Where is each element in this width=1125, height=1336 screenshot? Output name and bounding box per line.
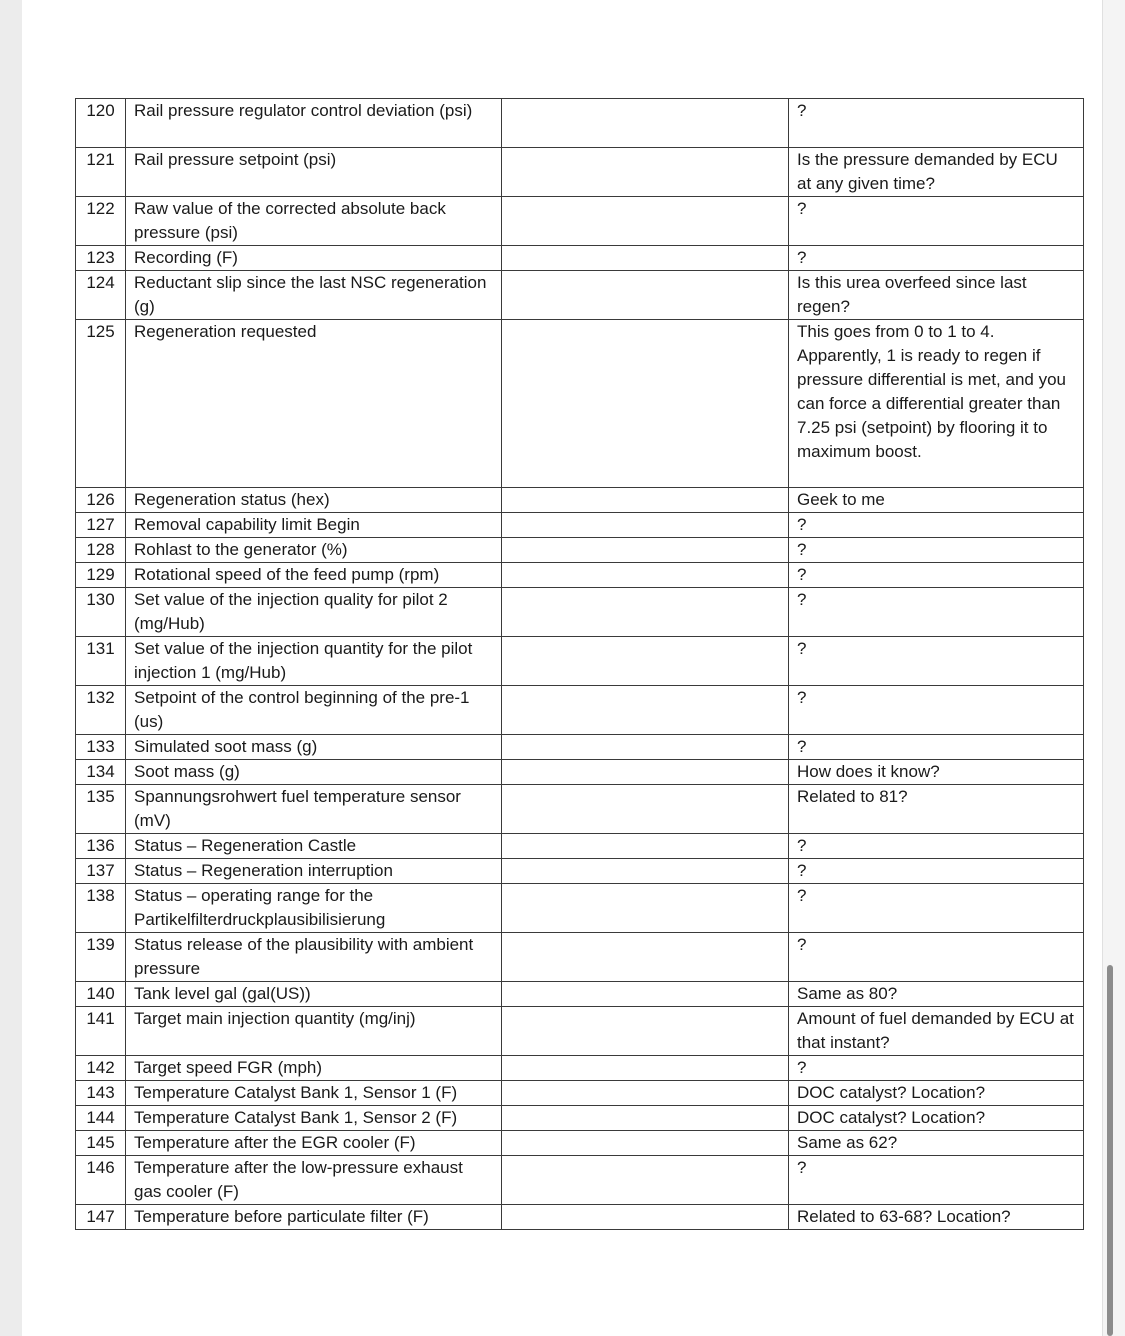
value-cell (502, 760, 789, 785)
table-row (76, 99, 1084, 148)
note-cell: How does it know? (789, 760, 1084, 785)
value-cell (502, 834, 789, 859)
note-cell: Same as 62? (789, 1131, 1084, 1156)
row-number: 128 (76, 538, 126, 563)
table-row (76, 1007, 1084, 1056)
parameter-name: Tank level gal (gal(US)) (126, 982, 502, 1007)
note-cell: ? (789, 859, 1084, 884)
row-number: 140 (76, 982, 126, 1007)
row-number: 132 (76, 686, 126, 735)
row-number: 121 (76, 148, 126, 197)
table-row (76, 1156, 1084, 1205)
table-row (76, 884, 1084, 933)
parameter-name: Recording (F) (126, 246, 502, 271)
table-row (76, 760, 1084, 785)
table-row (76, 488, 1084, 513)
row-number: 130 (76, 588, 126, 637)
value-cell (502, 1131, 789, 1156)
value-cell (502, 320, 789, 488)
table-row (76, 1081, 1084, 1106)
parameter-name: Temperature Catalyst Bank 1, Sensor 2 (F) (126, 1106, 502, 1131)
parameter-name: Setpoint of the control beginning of the pre-1 (us) (126, 686, 502, 735)
table-row (76, 637, 1084, 686)
value-cell (502, 99, 789, 148)
parameter-name: Temperature after the low-pressure exhaust gas cooler (F) (126, 1156, 502, 1205)
table-row (76, 982, 1084, 1007)
row-number: 131 (76, 637, 126, 686)
parameter-name: Rail pressure setpoint (psi) (126, 148, 502, 197)
note-cell: Amount of fuel demanded by ECU at that instant? (789, 1007, 1084, 1056)
row-number: 141 (76, 1007, 126, 1056)
parameter-name: Set value of the injection quantity for the pilot injection 1 (mg/Hub) (126, 637, 502, 686)
table-row (76, 735, 1084, 760)
note-cell: DOC catalyst? Location? (789, 1081, 1084, 1106)
value-cell (502, 982, 789, 1007)
note-cell: ? (789, 538, 1084, 563)
parameter-name: Regeneration requested (126, 320, 502, 488)
row-number: 144 (76, 1106, 126, 1131)
row-number: 134 (76, 760, 126, 785)
note-cell: Is the pressure demanded by ECU at any given time? (789, 148, 1084, 197)
note-cell: Same as 80? (789, 982, 1084, 1007)
note-cell: ? (789, 1156, 1084, 1205)
parameter-name: Status release of the plausibility with ambient pressure (126, 933, 502, 982)
parameter-name: Spannungsrohwert fuel temperature sensor (mV) (126, 785, 502, 834)
table-row (76, 686, 1084, 735)
table-row (76, 588, 1084, 637)
row-number: 138 (76, 884, 126, 933)
table-row (76, 246, 1084, 271)
value-cell (502, 488, 789, 513)
row-number: 136 (76, 834, 126, 859)
row-number: 126 (76, 488, 126, 513)
table-row (76, 1205, 1084, 1230)
value-cell (502, 563, 789, 588)
row-number: 133 (76, 735, 126, 760)
parameter-table (75, 98, 1084, 1230)
value-cell (502, 785, 789, 834)
parameter-name: Target main injection quantity (mg/inj) (126, 1007, 502, 1056)
note-cell: ? (789, 513, 1084, 538)
parameter-name: Simulated soot mass (g) (126, 735, 502, 760)
value-cell (502, 197, 789, 246)
value-cell (502, 686, 789, 735)
row-number: 137 (76, 859, 126, 884)
parameter-name: Temperature after the EGR cooler (F) (126, 1131, 502, 1156)
row-number: 120 (76, 99, 126, 148)
table-row (76, 320, 1084, 488)
vertical-scrollbar[interactable] (1107, 965, 1113, 1336)
value-cell (502, 1156, 789, 1205)
note-cell: ? (789, 99, 1084, 148)
row-number: 123 (76, 246, 126, 271)
value-cell (502, 513, 789, 538)
note-cell: ? (789, 197, 1084, 246)
row-number: 147 (76, 1205, 126, 1230)
parameter-name: Set value of the injection quality for pilot 2 (mg/Hub) (126, 588, 502, 637)
value-cell (502, 884, 789, 933)
note-cell: This goes from 0 to 1 to 4. Apparently, 1 is ready to regen if pressure differential is met, and you can force a differential greater than 7.25 psi (setpoint) by flooring it to maximum boost. (789, 320, 1084, 488)
table-row (76, 197, 1084, 246)
table-row (76, 148, 1084, 197)
parameter-name: Rotational speed of the feed pump (rpm) (126, 563, 502, 588)
note-cell: Related to 81? (789, 785, 1084, 834)
value-cell (502, 735, 789, 760)
row-number: 125 (76, 320, 126, 488)
parameter-name: Status – operating range for the Partikelfilterdruckplausibilisierung (126, 884, 502, 933)
row-number: 135 (76, 785, 126, 834)
note-cell: ? (789, 933, 1084, 982)
note-cell: ? (789, 588, 1084, 637)
note-cell: ? (789, 686, 1084, 735)
value-cell (502, 1205, 789, 1230)
row-number: 146 (76, 1156, 126, 1205)
parameter-name: Status – Regeneration Castle (126, 834, 502, 859)
value-cell (502, 859, 789, 884)
value-cell (502, 933, 789, 982)
parameter-name: Temperature Catalyst Bank 1, Sensor 1 (F) (126, 1081, 502, 1106)
note-cell: ? (789, 563, 1084, 588)
note-cell: Geek to me (789, 488, 1084, 513)
note-cell: ? (789, 246, 1084, 271)
parameter-name: Soot mass (g) (126, 760, 502, 785)
table-row (76, 859, 1084, 884)
table-row (76, 1131, 1084, 1156)
parameter-name: Rail pressure regulator control deviation (psi) (126, 99, 502, 148)
row-number: 129 (76, 563, 126, 588)
table-row (76, 933, 1084, 982)
value-cell (502, 588, 789, 637)
row-number: 143 (76, 1081, 126, 1106)
value-cell (502, 538, 789, 563)
table-row (76, 538, 1084, 563)
note-cell: Related to 63-68? Location? (789, 1205, 1084, 1230)
value-cell (502, 1106, 789, 1131)
table-row (76, 271, 1084, 320)
parameter-name: Temperature before particulate filter (F) (126, 1205, 502, 1230)
value-cell (502, 148, 789, 197)
table-row (76, 1056, 1084, 1081)
value-cell (502, 1056, 789, 1081)
table-row (76, 1106, 1084, 1131)
parameter-name: Regeneration status (hex) (126, 488, 502, 513)
parameter-name: Rohlast to the generator (%) (126, 538, 502, 563)
row-number: 127 (76, 513, 126, 538)
note-cell: DOC catalyst? Location? (789, 1106, 1084, 1131)
value-cell (502, 637, 789, 686)
note-cell: ? (789, 1056, 1084, 1081)
note-cell: ? (789, 637, 1084, 686)
parameter-name: Removal capability limit Begin (126, 513, 502, 538)
row-number: 124 (76, 271, 126, 320)
viewer-margin (1102, 0, 1125, 1336)
note-cell: ? (789, 735, 1084, 760)
note-cell: ? (789, 884, 1084, 933)
note-cell: Is this urea overfeed since last regen? (789, 271, 1084, 320)
parameter-name: Status – Regeneration interruption (126, 859, 502, 884)
row-number: 142 (76, 1056, 126, 1081)
value-cell (502, 1081, 789, 1106)
parameter-name: Raw value of the corrected absolute back pressure (psi) (126, 197, 502, 246)
row-number: 145 (76, 1131, 126, 1156)
parameter-name: Reductant slip since the last NSC regeneration (g) (126, 271, 502, 320)
parameter-name: Target speed FGR (mph) (126, 1056, 502, 1081)
table-row (76, 785, 1084, 834)
table-row (76, 563, 1084, 588)
row-number: 139 (76, 933, 126, 982)
table-row (76, 513, 1084, 538)
table-row (76, 834, 1084, 859)
row-number: 122 (76, 197, 126, 246)
value-cell (502, 246, 789, 271)
value-cell (502, 1007, 789, 1056)
note-cell: ? (789, 834, 1084, 859)
value-cell (502, 271, 789, 320)
